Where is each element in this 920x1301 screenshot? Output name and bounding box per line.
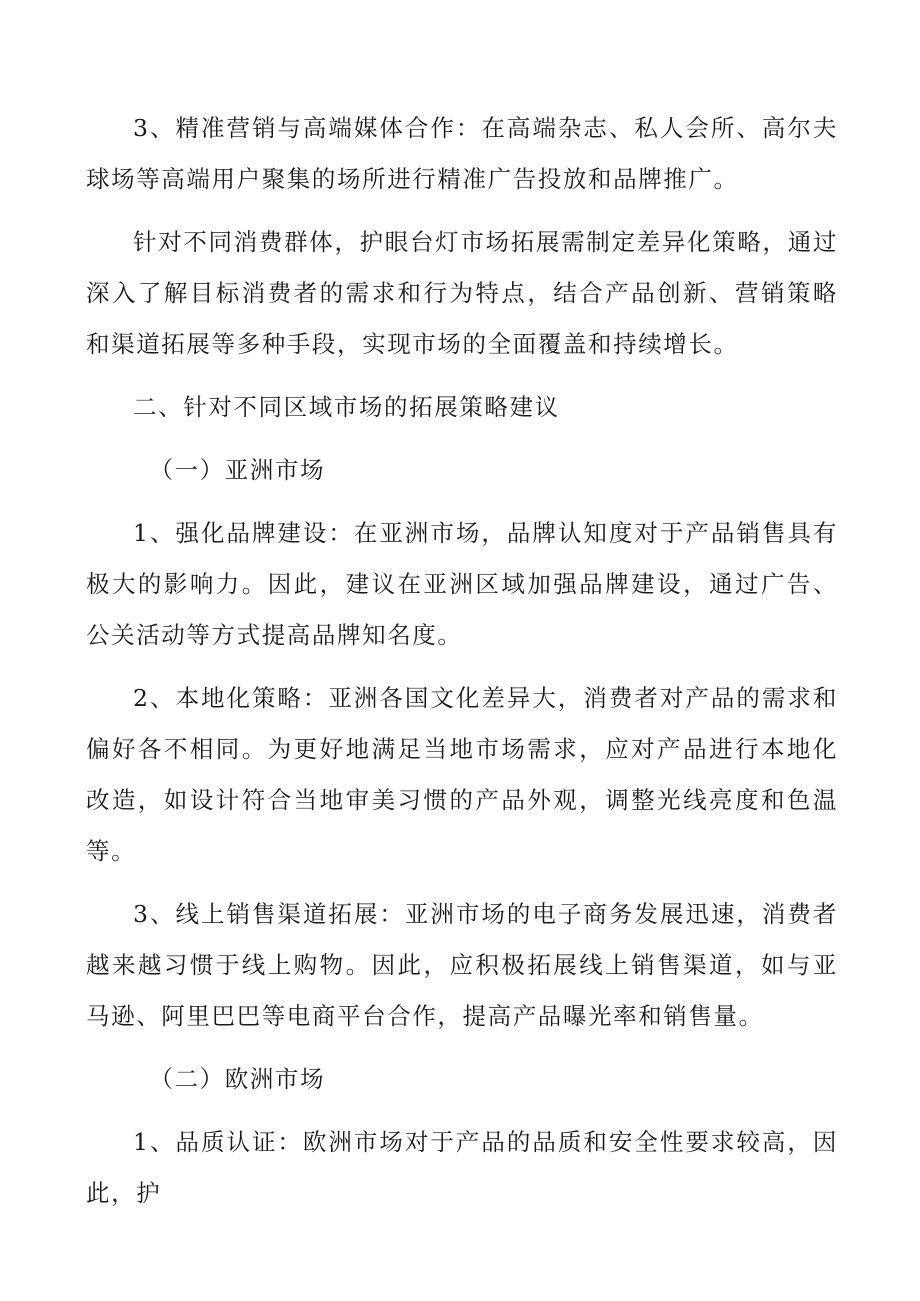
asia-item-online-channels: 3、线上销售渠道拓展：亚洲市场的电子商务发展迅速，消费者越来越习惯于线上购物。因此，应积极拓展线上销售渠道，如与亚马逊、阿里巴巴等电商平台合作，提高产品曝光率和销售量。 — [86, 900, 838, 1030]
asia-item-brand: 1、强化品牌建设：在亚洲市场，品牌认知度对于产品销售具有极大的影响力。因此，建议在亚洲区域加强品牌建设，通过广告、公关活动等方式提高品牌知名度。 — [86, 519, 838, 649]
subheading-europe: （二）欧洲市场 — [149, 1065, 326, 1093]
paragraph-differentiation-summary: 针对不同消费群体，护眼台灯市场拓展需制定差异化策略，通过深入了解目标消费者的需求和行为特点，结合产品创新、营销策略和渠道拓展等多种手段，实现市场的全面覆盖和持续增长。 — [86, 228, 838, 358]
paragraph-precision-marketing: 3、精准营销与高端媒体合作：在高端杂志、私人会所、高尔夫球场等高端用户聚集的场所进行精准广告投放和品牌推广。 — [86, 114, 838, 193]
asia-item-localization: 2、本地化策略：亚洲各国文化差异大，消费者对产品的需求和偏好各不相同。为更好地满足当地市场需求，应对产品进行本地化改造，如设计符合当地审美习惯的产品外观，调整光线亮度和色温等。 — [86, 684, 838, 865]
subheading-asia: （一）亚洲市场 — [149, 456, 326, 484]
europe-item-quality: 1、品质认证：欧洲市场对于产品的品质和安全性要求较高，因此，护 — [86, 1128, 838, 1207]
section-heading-regional: 二、针对不同区域市场的拓展策略建议 — [133, 393, 560, 421]
document-page — [86, 103, 838, 1219]
